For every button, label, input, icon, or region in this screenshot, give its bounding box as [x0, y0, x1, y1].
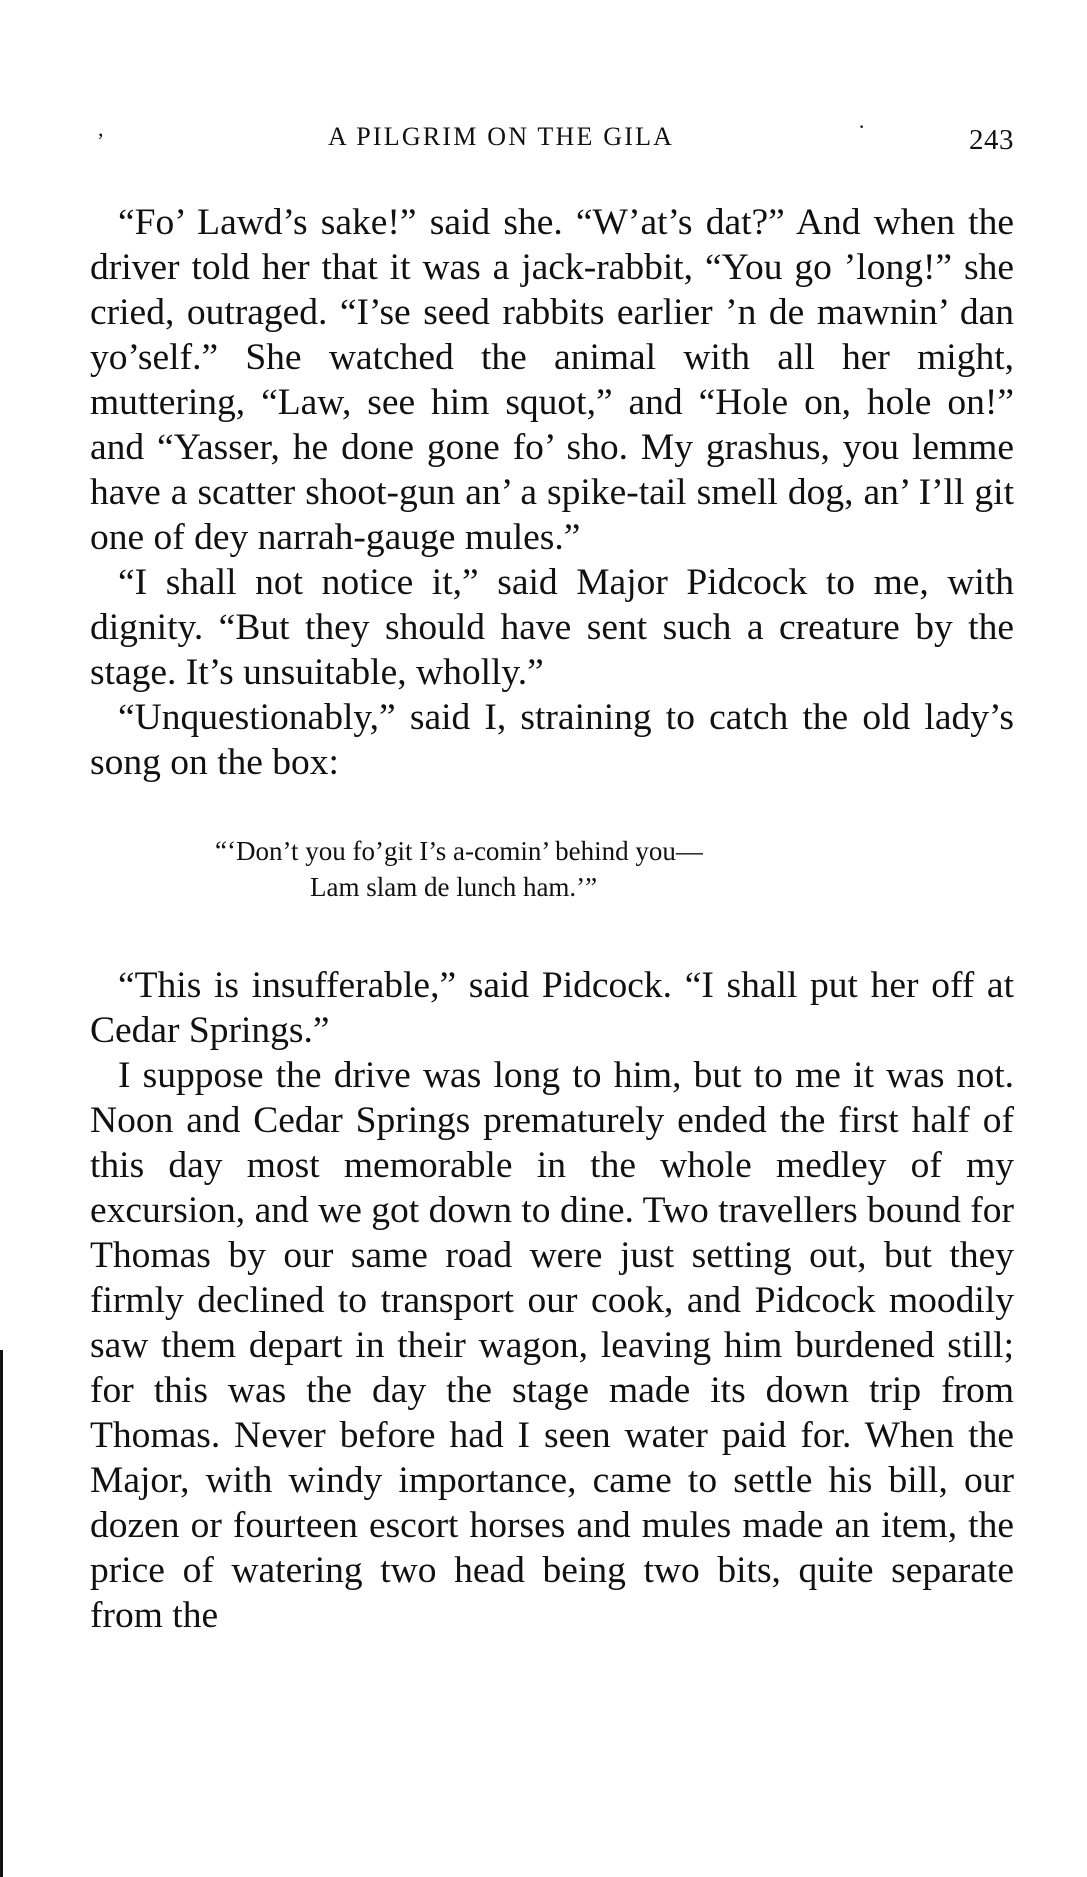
running-head: [90, 112, 1014, 164]
paragraph: “Fo’ Lawd’s sake!” said she. “W’at’s dat?” And when the driver told her that it was a jack-rabbit, “You go ’long!” she cried, outraged. “I’se seed rabbits earlier ’n de mawnin’ dan yo’self.” She watched the animal with all her might, muttering, “Law, see him squot,” and “Hole on, hole on!” and “Yasser, he done gone fo’ sho. My grashus, you lemme have a scatter shoot-gun an’ a spike-tail smell dog, an’ I’ll git one of dey narrah-gauge mules.”: [90, 202, 1014, 558]
paragraph: “This is insufferable,” said Pidcock. “I shall put her off at Cedar Springs.”: [90, 965, 1014, 1051]
page-body: [90, 200, 1014, 1638]
running-head-title: A PILGRIM ON THE GILA: [328, 122, 675, 151]
paragraph: “Unquestionably,” said I, straining to catch the old lady’s song on the box:: [90, 697, 1014, 783]
running-head-mark-left: ,: [98, 116, 106, 141]
song-verse: [90, 833, 1014, 905]
book-page: [90, 112, 1014, 1638]
paragraph: “I shall not notice it,” said Major Pidcock to me, with dignity. “But they should have sent such a creature by the stage. It’s unsuitable, wholly.”: [90, 562, 1014, 693]
verse-line: Lam slam de lunch ham.’”: [310, 872, 598, 902]
verse-line: “‘Don’t you fo’git I’s a-comin’ behind you—: [215, 836, 703, 866]
left-margin-rule: [0, 1350, 3, 1877]
page-number: 243: [969, 124, 1014, 156]
running-head-mark-right: ·: [858, 114, 868, 139]
paragraph: I suppose the drive was long to him, but to me it was not. Noon and Cedar Springs prematurely ended the first half of this day most memorable in the whole medley of my excursion, and we got down to dine. Two travellers bound for Thomas by our same road were just setting out, but they firmly declined to transport our cook, and Pidcock moodily saw them depart in their wagon, leaving him burdened still; for this was the day the stage made its down trip from Thomas. Never before had I seen water paid for. When the Major, with windy importance, came to settle his bill, our dozen or fourteen escort horses and mules made an item, the price of watering two head being two bits, quite separate from the: [90, 1055, 1014, 1636]
